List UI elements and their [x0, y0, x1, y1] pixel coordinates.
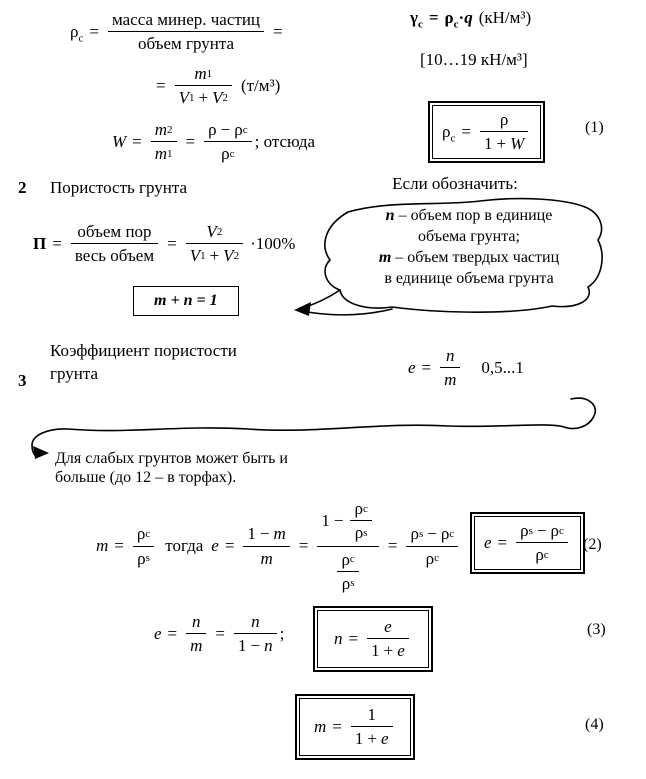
- sub-c: c: [450, 132, 456, 145]
- m-glyph: m: [154, 144, 168, 164]
- rho-glyph: ρ: [234, 120, 243, 139]
- fraction-denominator: [234, 634, 277, 657]
- complex-denominator: [330, 547, 365, 597]
- rho-glyph: ρ: [520, 521, 529, 540]
- fraction-1-over-1pluse: [351, 703, 393, 751]
- equals-sign: =: [167, 233, 177, 253]
- fraction-denominator: m: [190, 636, 203, 656]
- fraction-denominator: [351, 727, 393, 750]
- fraction-denominator: весь объем: [74, 246, 155, 266]
- minus-sign: −: [333, 511, 344, 531]
- weak-soils-note: [55, 449, 288, 487]
- percent-100: ·100%: [250, 233, 296, 253]
- boxed-formula-3: [313, 606, 433, 672]
- section-3-title-line2: грунта: [50, 364, 99, 383]
- bubble-line-1: [340, 205, 598, 226]
- fraction-n-over-m: [186, 610, 206, 658]
- fraction-numerator: e: [367, 615, 409, 639]
- dot-operator: ·: [458, 8, 465, 27]
- plus-sign: +: [496, 134, 507, 154]
- v-glyph: V: [178, 88, 189, 108]
- formula-e-n-relation: [154, 610, 284, 658]
- fraction-numerator: m 2: [151, 118, 177, 142]
- units-kn-m3: (кН/м³): [478, 8, 532, 27]
- rho-glyph: ρ: [550, 521, 559, 540]
- weak-soils-note-line2: больше (до 12 – в торфах).: [55, 469, 237, 486]
- m-glyph: m: [378, 249, 392, 266]
- formula-particle-density: [70, 8, 289, 56]
- boxed-formula-2-inner: [474, 516, 581, 570]
- sub-c: c: [78, 32, 84, 45]
- e-glyph: e: [397, 641, 405, 661]
- fraction-numerator: ρ − ρ c: [204, 118, 251, 142]
- fraction-denominator: m: [260, 548, 273, 568]
- m-glyph: m: [314, 716, 327, 736]
- fraction-denominator: ρ c: [221, 144, 235, 164]
- one-glyph: 1: [354, 729, 364, 749]
- rho-glyph: ρ: [410, 524, 419, 544]
- fraction-v2-v1v2: [186, 220, 243, 268]
- fraction-denominator: ρ c: [535, 545, 549, 565]
- fraction-denominator: ρ c: [425, 548, 439, 568]
- fraction-rhos-minus-rhoc: [516, 519, 568, 567]
- equals-sign: =: [132, 131, 142, 151]
- section-2-title: Пористость грунта: [50, 178, 188, 197]
- section-3-title: [50, 339, 237, 385]
- one-glyph: 1: [247, 524, 256, 544]
- semicolon: ;: [279, 623, 285, 643]
- fraction-numerator: m 1: [175, 62, 232, 86]
- fraction-rhos-minus-rhoc: [406, 522, 458, 570]
- fraction-numerator: 1: [351, 703, 393, 727]
- rho-glyph: ρ: [341, 573, 351, 593]
- fraction-mass-over-volume: [108, 8, 264, 56]
- rho-glyph: ρ: [208, 120, 217, 139]
- bubble-tail-arrowhead: [294, 302, 311, 316]
- plus-sign: +: [383, 641, 394, 661]
- e-glyph: e: [380, 729, 389, 749]
- gamma-glyph: γ: [410, 8, 418, 27]
- rho-glyph: ρ: [499, 110, 509, 129]
- v-glyph: V: [212, 88, 223, 108]
- one-glyph: 1: [321, 511, 330, 531]
- bubble-tail-lower: [302, 309, 392, 315]
- equals-sign: =: [114, 536, 124, 555]
- rho-glyph: ρ: [444, 8, 454, 27]
- sub-c: c: [417, 18, 423, 31]
- equals-sign: =: [421, 357, 432, 377]
- fraction-denominator: ρ s: [137, 548, 150, 568]
- equation-number-4: (4): [585, 716, 604, 733]
- togda-text: тогда: [165, 536, 204, 555]
- boxed-formula-4-inner: [299, 698, 411, 756]
- bubble-line-4: в единице объема грунта: [384, 270, 554, 287]
- bubble-line-3-text: – объем твердых частиц: [391, 249, 560, 266]
- formula-moisture: [112, 118, 315, 166]
- fraction-numerator: ρ c: [337, 548, 358, 572]
- rho-glyph: ρ: [440, 524, 450, 544]
- fraction-numerator: ρ c: [133, 522, 154, 546]
- m-glyph: m: [154, 120, 168, 139]
- fraction-e-over-1pluse: [367, 615, 409, 663]
- bubble-line-1-text: – объем пор в единице: [394, 207, 553, 224]
- minus-sign: −: [259, 524, 270, 544]
- boxed-formula-2: [470, 512, 585, 574]
- e-glyph: e: [211, 536, 219, 555]
- swoosh-arrowhead: [33, 446, 49, 459]
- fraction-denominator: [367, 639, 409, 662]
- boxed-formula-1-inner: [432, 105, 541, 159]
- units-t-m3: (т/м³): [240, 75, 281, 95]
- fraction-m2-m1: [151, 118, 177, 166]
- fraction-rho-diff: [204, 118, 251, 166]
- equals-sign: =: [224, 536, 235, 555]
- boxed-formula-4: [295, 694, 415, 760]
- fraction-denominator: V 1 + V 2: [178, 88, 228, 108]
- fraction-denominator: объем грунта: [137, 34, 235, 54]
- bubble-line-3: [340, 247, 598, 268]
- equals-sign: =: [273, 21, 283, 41]
- fraction-numerator: объем пор: [71, 220, 158, 244]
- equals-sign: =: [497, 532, 508, 552]
- rho-glyph: ρ: [137, 548, 146, 568]
- equals-sign: =: [167, 623, 178, 643]
- gamma-c-token: [410, 8, 423, 31]
- v-glyph: V: [206, 222, 217, 241]
- weak-soils-note-line1: Для слабых грунтов может быть и: [55, 450, 288, 467]
- w-glyph: W: [112, 131, 127, 151]
- bubble-text: [340, 205, 598, 289]
- fraction-numerator: ρ c: [350, 497, 371, 521]
- one-glyph: 1: [238, 636, 247, 656]
- fraction-numerator: n: [186, 610, 206, 634]
- equals-sign: =: [461, 121, 471, 141]
- rho-c-token: [444, 8, 459, 31]
- formula-porosity: [33, 220, 295, 268]
- fraction-denominator: ρ s: [341, 573, 355, 593]
- equals-sign: =: [185, 131, 196, 151]
- complex-fraction: [317, 496, 378, 596]
- fraction-numerator: V 2: [186, 220, 243, 244]
- m-glyph: m: [273, 524, 286, 544]
- v-glyph: V: [189, 246, 201, 266]
- boxed-formula-1: [428, 101, 545, 163]
- fraction-n-over-1minusn: [234, 610, 277, 658]
- one-glyph: 1: [483, 134, 493, 154]
- esli-oboznachit-label: Если обозначить:: [392, 174, 518, 193]
- equals-sign: =: [428, 8, 439, 27]
- formula-m1-over-v1v2: [150, 62, 280, 110]
- equals-sign: =: [387, 536, 398, 555]
- section-2-number: 2: [18, 178, 27, 197]
- rho-glyph: ρ: [442, 121, 451, 141]
- one-glyph: 1: [371, 641, 380, 661]
- minus-sign: −: [250, 636, 261, 656]
- equation-number-2: (2): [583, 536, 602, 553]
- q-glyph: q: [464, 8, 473, 27]
- range-text: [10…19 кН/м³]: [420, 50, 528, 69]
- swoosh-arrow-line: [32, 398, 595, 456]
- pi-glyph: П: [33, 233, 47, 253]
- void-ratio-range: 0,5...1: [481, 357, 524, 377]
- complex-numerator: [317, 496, 378, 547]
- equals-sign: =: [156, 75, 166, 95]
- fraction-denominator: m 1: [154, 144, 173, 164]
- e-glyph: e: [484, 532, 492, 552]
- n-glyph: n: [334, 628, 343, 648]
- rho-glyph: ρ: [341, 549, 350, 569]
- minus-sign: −: [220, 120, 231, 139]
- fraction-rhoc-rhos: [337, 548, 358, 596]
- fraction-numerator: n: [440, 344, 460, 368]
- rho-c-token: [70, 21, 84, 45]
- fraction-denominator: [480, 132, 528, 155]
- rho-glyph: ρ: [70, 21, 79, 41]
- equation-number-3: (3): [587, 621, 606, 638]
- rho-glyph: ρ: [136, 524, 146, 544]
- formula-unit-weight: [410, 8, 532, 31]
- fraction-numerator: [480, 108, 528, 132]
- section-3-title-line1: Коэффициент пористости: [50, 341, 237, 360]
- rho-c-token: [442, 121, 456, 145]
- section-3-number: 3: [18, 371, 27, 390]
- rho-glyph: ρ: [221, 144, 230, 164]
- fraction-rhoc-rhos: [350, 497, 371, 545]
- minus-sign: −: [536, 521, 547, 540]
- m-glyph: m: [96, 536, 109, 555]
- equals-sign: =: [332, 716, 342, 736]
- fraction-denominator: ρ s: [354, 523, 368, 543]
- fraction-numerator: ρ s − ρ c: [406, 522, 458, 546]
- v-glyph: V: [223, 246, 234, 266]
- fraction-pores-over-total: [71, 220, 158, 268]
- fraction-numerator: n: [234, 610, 277, 634]
- equation-number-1: (1): [585, 119, 604, 136]
- fraction-denominator: m: [444, 370, 457, 390]
- fraction-denominator: V 1 + V 2: [189, 246, 240, 266]
- equals-sign: =: [215, 623, 226, 643]
- e-glyph: e: [408, 357, 416, 377]
- plus-sign: +: [367, 729, 377, 749]
- minus-sign: −: [427, 524, 437, 544]
- n-glyph: n: [385, 207, 395, 224]
- formula-e-derivation: [96, 500, 461, 592]
- fraction-n-over-m: [440, 344, 460, 392]
- unit-weight-range: [420, 50, 528, 70]
- w-glyph: W: [510, 134, 525, 154]
- formula-void-ratio: [408, 344, 524, 392]
- equals-sign: =: [89, 21, 99, 41]
- n-glyph: n: [264, 636, 273, 656]
- rho-glyph: ρ: [354, 523, 364, 543]
- fraction-1minusm-over-m: [243, 522, 289, 570]
- fraction-numerator: ρ s − ρ c: [516, 519, 568, 543]
- fraction-rho-over-1w: [480, 108, 528, 156]
- equals-sign: =: [298, 536, 309, 555]
- fraction-numerator: [243, 522, 289, 546]
- otsyuda-text: ; отсюда: [254, 131, 316, 151]
- bubble-line-2: объема грунта;: [418, 228, 520, 245]
- fraction-rhoc-rhos: [133, 522, 154, 570]
- fraction-numerator: масса минер. частиц: [108, 8, 264, 32]
- rho-glyph: ρ: [354, 499, 363, 518]
- e-glyph: e: [154, 623, 162, 643]
- sub-c: c: [453, 18, 459, 31]
- plus-sign: +: [198, 88, 209, 108]
- boxed-formula-3-inner: [317, 610, 429, 668]
- rho-glyph: ρ: [425, 548, 435, 568]
- equals-sign: =: [348, 628, 359, 648]
- fraction-m1-v1v2: [175, 62, 232, 110]
- m-glyph: m: [194, 64, 207, 83]
- equals-sign: =: [52, 233, 62, 253]
- boxed-m-plus-n: m + n = 1: [133, 286, 239, 316]
- rho-glyph: ρ: [535, 545, 544, 565]
- plus-sign: +: [209, 246, 220, 266]
